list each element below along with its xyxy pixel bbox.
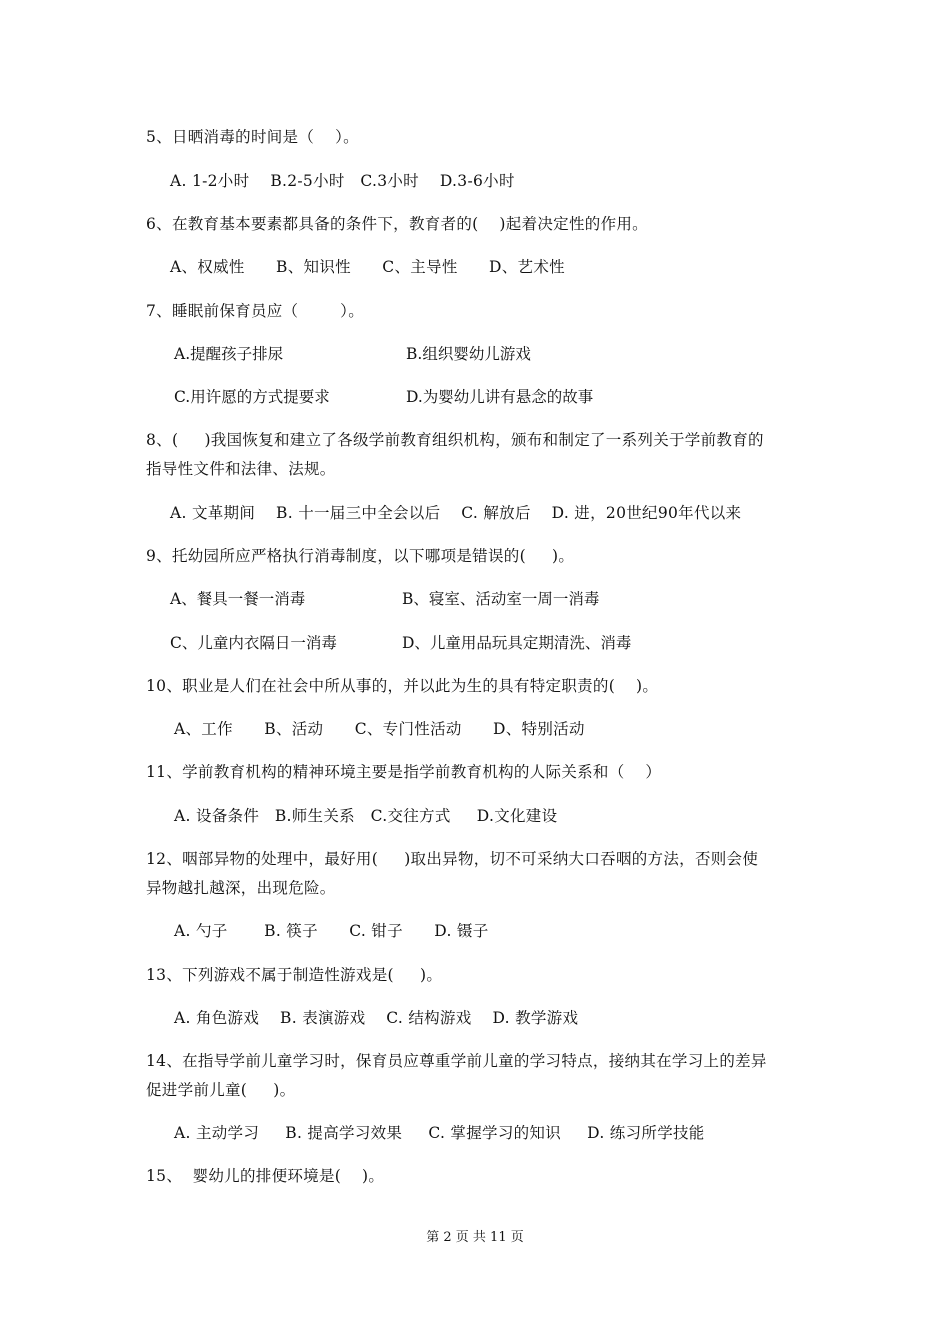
question-9-option-a: A、餐具一餐一消毒	[170, 590, 306, 608]
question-5-stem: 5、日晒消毒的时间是（ ）。	[146, 128, 359, 146]
question-11-options: A. 设备条件 B.师生关系 C.交往方式 D.文化建设	[174, 807, 558, 825]
question-9-option-c: C、儿童内衣隔日一消毒	[170, 634, 337, 652]
question-9-stem: 9、托幼园所应严格执行消毒制度，以下哪项是错误的( )。	[146, 547, 575, 565]
question-8-stem-line-2: 指导性文件和法律、法规。	[146, 460, 336, 478]
question-14-options: A. 主动学习 B. 提高学习效果 C. 掌握学习的知识 D. 练习所学技能	[174, 1124, 705, 1142]
question-6-options: A、权威性 B、知识性 C、主导性 D、艺术性	[170, 258, 565, 276]
question-7-option-d: D.为婴幼儿讲有悬念的故事	[406, 388, 594, 406]
question-6-stem: 6、在教育基本要素都具备的条件下，教育者的( )起着决定性的作用。	[146, 215, 648, 233]
question-9-option-b: B、寝室、活动室一周一消毒	[402, 590, 600, 608]
question-13-options: A. 角色游戏 B. 表演游戏 C. 结构游戏 D. 教学游戏	[174, 1009, 579, 1027]
question-13-stem: 13、下列游戏不属于制造性游戏是( )。	[146, 966, 443, 984]
question-7-stem: 7、睡眠前保育员应（ ）。	[146, 302, 365, 320]
question-15-stem: 15、 婴幼儿的排便环境是( )。	[146, 1167, 385, 1185]
question-9-option-d: D、儿童用品玩具定期清洗、消毒	[402, 634, 632, 652]
page-number-footer: 第 2 页 共 11 页	[426, 1230, 524, 1245]
question-8-options: A. 文革期间 B. 十一届三中全会以后 C. 解放后 D. 进，20世纪90年代以来	[170, 504, 742, 522]
question-10-options: A、工作 B、活动 C、专门性活动 D、特别活动	[174, 720, 585, 738]
question-5-options: A. 1-2小时 B.2-5小时 C.3小时 D.3-6小时	[170, 172, 515, 190]
question-11-stem: 11、学前教育机构的精神环境主要是指学前教育机构的人际关系和（ ）	[146, 763, 662, 781]
question-12-options: A. 勺子 B. 筷子 C. 钳子 D. 镊子	[174, 922, 489, 940]
question-10-stem: 10、职业是人们在社会中所从事的，并以此为生的具有特定职责的( )。	[146, 677, 659, 695]
question-7-option-c: C.用许愿的方式提要求	[174, 388, 330, 406]
question-12-stem-line-2: 异物越扎越深，出现危险。	[146, 879, 336, 897]
question-7-option-a: A.提醒孩子排尿	[174, 345, 284, 363]
question-12-stem-line-1: 12、咽部异物的处理中，最好用( )取出异物，切不可采纳大口吞咽的方法，否则会使	[146, 850, 759, 868]
question-7-option-b: B.组织婴幼儿游戏	[406, 345, 531, 363]
question-14-stem-line-1: 14、在指导学前儿童学习时，保育员应尊重学前儿童的学习特点，接纳其在学习上的差异	[146, 1052, 767, 1070]
question-14-stem-line-2: 促进学前儿童( )。	[146, 1081, 296, 1099]
question-8-stem-line-1: 8、( )我国恢复和建立了各级学前教育组织机构，颁布和制定了一系列关于学前教育的	[146, 431, 764, 449]
